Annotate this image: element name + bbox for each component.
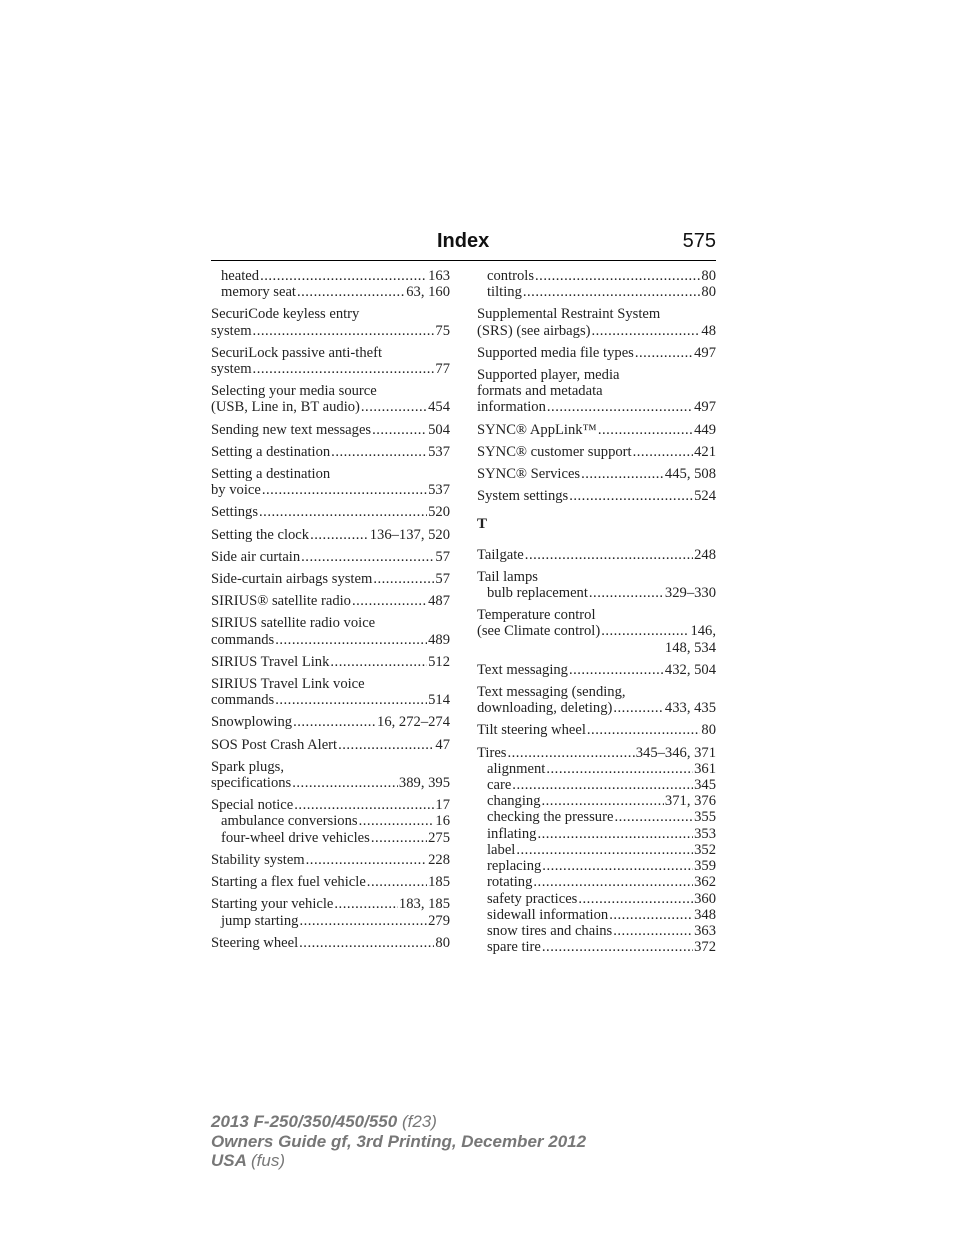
index-page-ref: 360 (694, 890, 716, 907)
index-entry-line (211, 306, 450, 322)
index-term: Temperature control (477, 607, 596, 624)
index-subentry-line (477, 284, 716, 300)
index-page-ref: 348 (694, 906, 716, 923)
index-page-ref: 537 (428, 443, 450, 460)
dot-leader (338, 737, 434, 753)
index-subentry-line (477, 585, 716, 601)
index-page-ref: 80 (701, 268, 716, 284)
index-page-ref: 77 (435, 361, 450, 378)
dot-leader (372, 422, 427, 438)
index-page-ref: 248 (694, 546, 716, 563)
index-term: Setting a destination (211, 466, 331, 483)
footer-model-line: 2013 F-250/350/450/550 (f23) (211, 1112, 437, 1131)
index-entry-line (477, 367, 716, 383)
page-footer (211, 1112, 586, 1171)
page-header (211, 230, 716, 261)
index-page-ref: 433, 435 (664, 700, 716, 717)
dot-leader (587, 722, 701, 738)
index-entry-line (211, 361, 450, 377)
index-term: Tail lamps (477, 568, 538, 585)
dot-leader (259, 504, 427, 520)
index-term: (see Climate control) (477, 623, 601, 640)
index-page-ref: 345–346, 371 (635, 744, 716, 761)
index-subentry-line (477, 826, 716, 842)
index-page-ref: 279 (428, 912, 450, 929)
index-subentry-line (477, 842, 716, 858)
index-term: SOS Post Crash Alert (211, 736, 338, 753)
dot-leader (535, 268, 700, 284)
index-entry (477, 684, 716, 716)
dot-leader (542, 858, 693, 874)
index-subentry-line (477, 858, 716, 874)
index-entry-line (477, 383, 716, 399)
index-subentry-line (211, 284, 450, 300)
index-entry-line (211, 527, 450, 543)
dot-leader (334, 896, 398, 912)
index-term: system (211, 322, 252, 339)
dot-leader (609, 907, 693, 923)
index-entry-line (211, 874, 450, 890)
footer-region-line: USA (fus) (211, 1151, 285, 1170)
index-entry-line (477, 547, 716, 563)
index-page-ref: 148, 534 (664, 639, 716, 656)
dot-leader (299, 935, 434, 951)
dot-leader (330, 654, 427, 670)
index-entry-line (211, 422, 450, 438)
index-page-ref: 524 (694, 488, 716, 505)
dot-leader (373, 571, 434, 587)
index-term: four-wheel drive vehicles (221, 829, 370, 846)
index-term: memory seat (221, 284, 296, 301)
index-entry (477, 488, 716, 504)
index-entry-line (477, 700, 716, 716)
index-entry (477, 444, 716, 460)
index-entry (211, 737, 450, 753)
index-term: Side air curtain (211, 548, 301, 565)
dot-leader (614, 809, 693, 825)
index-entry (211, 896, 450, 928)
index-entry-line (477, 569, 716, 585)
index-term: snow tires and chains (487, 922, 613, 939)
index-term: care (487, 777, 512, 794)
dot-leader (371, 830, 427, 846)
index-term: SYNC® AppLink™ (477, 421, 597, 438)
index-term: SIRIUS® satellite radio (211, 593, 351, 610)
index-page-ref: 504 (428, 421, 450, 438)
index-page-continuation (477, 640, 716, 656)
dot-leader (301, 549, 434, 565)
index-entry-line (211, 466, 450, 482)
index-term: SecuriLock passive anti-theft (211, 344, 383, 361)
page-title: Index (437, 230, 490, 252)
index-page-ref: 389, 395 (398, 775, 450, 792)
index-entry (477, 268, 716, 300)
index-entry-line (211, 775, 450, 791)
index-page-ref: 512 (428, 653, 450, 670)
index-entry (211, 466, 450, 498)
index-term: Selecting your media source (211, 383, 377, 400)
index-page-ref: 228 (428, 851, 450, 868)
index-page-ref: 514 (428, 692, 450, 709)
index-subentry-line (477, 874, 716, 890)
index-page-ref: 16, 272–274 (377, 714, 450, 731)
index-page-ref: 80 (701, 284, 716, 301)
index-entry-line (477, 488, 716, 504)
index-term: Stability system (211, 851, 305, 868)
index-term: Setting the clock (211, 526, 310, 543)
index-term: safety practices (487, 890, 578, 907)
index-letter-heading: T (477, 516, 488, 533)
index-term: jump starting (221, 912, 299, 929)
index-term: (USB, Line in, BT audio) (211, 399, 360, 416)
index-entry (211, 527, 450, 543)
index-page-ref: 352 (694, 841, 716, 858)
index-page-ref: 57 (435, 548, 450, 565)
index-entry (477, 422, 716, 438)
index-page-ref: 345 (694, 777, 716, 794)
dot-leader (598, 422, 693, 438)
dot-leader (591, 323, 700, 339)
index-entry (211, 852, 450, 868)
index-term: changing (487, 793, 541, 810)
index-term: Special notice (211, 797, 294, 814)
index-term: Settings (211, 504, 259, 521)
index-entry (211, 383, 450, 415)
index-entry (477, 745, 716, 956)
index-term: Text messaging (477, 661, 568, 678)
dot-leader (293, 714, 376, 730)
dot-leader (359, 813, 435, 829)
index-entry (211, 759, 450, 791)
dot-leader (262, 482, 427, 498)
index-page-ref: 75 (435, 322, 450, 339)
index-entry (211, 874, 450, 890)
index-term: bulb replacement (487, 585, 588, 602)
index-page-ref: 497 (694, 344, 716, 361)
dot-leader (537, 826, 693, 842)
dot-leader (547, 399, 693, 415)
dot-leader (361, 399, 427, 415)
index-entry (211, 306, 450, 338)
index-entry (211, 549, 450, 565)
index-term: SYNC® Services (477, 466, 581, 483)
index-term: heated (221, 268, 260, 284)
index-term: Tilt steering wheel (477, 722, 586, 739)
index-term: specifications (211, 775, 292, 792)
index-term: System settings (477, 488, 569, 505)
index-page-ref: 359 (694, 858, 716, 875)
index-page-ref: 449 (694, 421, 716, 438)
index-term: SIRIUS Travel Link (211, 653, 330, 670)
index-entry (211, 593, 450, 609)
index-entry-line (477, 444, 716, 460)
index-entry (211, 676, 450, 708)
index-entry-line (211, 935, 450, 951)
dot-leader (299, 913, 427, 929)
index-term: SIRIUS satellite radio voice (211, 615, 376, 632)
dot-leader (635, 345, 693, 361)
index-subentry-line (477, 907, 716, 923)
index-page-ref: 275 (428, 829, 450, 846)
index-subentry-line (477, 793, 716, 809)
index-entry (477, 345, 716, 361)
index-entry-line (211, 737, 450, 753)
index-entry (477, 722, 716, 738)
index-entry (477, 306, 716, 338)
index-subentry-line (477, 939, 716, 955)
dot-leader (367, 874, 427, 890)
index-entry (211, 345, 450, 377)
index-page-ref: 361 (694, 760, 716, 777)
index-entry (477, 662, 716, 678)
index-term: Tires (477, 744, 507, 761)
dot-leader (507, 745, 634, 761)
index-term: ambulance conversions (221, 813, 358, 830)
index-page-ref: 454 (428, 399, 450, 416)
index-page-ref: 136–137, 520 (369, 526, 450, 543)
index-term: Side-curtain airbags system (211, 571, 373, 588)
index-entry-line (477, 662, 716, 678)
index-entry-line (211, 615, 450, 631)
index-entry-line (477, 306, 716, 322)
index-page-ref: 353 (694, 825, 716, 842)
dot-leader (297, 284, 405, 300)
index-entry (211, 615, 450, 647)
index-entry (211, 504, 450, 520)
index-term: rotating (487, 874, 533, 891)
index-subentry-line (477, 891, 716, 907)
index-term: Starting your vehicle (211, 896, 334, 913)
index-entry-line (477, 745, 716, 761)
dot-leader (292, 775, 398, 791)
index-term: label (487, 841, 516, 858)
index-entry (211, 444, 450, 460)
index-entry (211, 422, 450, 438)
index-entry-line (211, 852, 450, 868)
dot-leader (523, 284, 701, 300)
index-entry-line (477, 623, 716, 639)
index-entry-line (211, 345, 450, 361)
index-page-ref: 355 (694, 809, 716, 826)
index-subentry-line (211, 813, 450, 829)
dot-leader (633, 444, 694, 460)
index-term: system (211, 361, 252, 378)
index-page-ref: 63, 160 (406, 284, 450, 301)
dot-leader (275, 692, 427, 708)
index-term: Text messaging (sending, (477, 684, 626, 701)
index-page-ref: 146, (690, 623, 716, 640)
dot-leader (581, 466, 664, 482)
dot-leader (533, 874, 693, 890)
index-page-ref: 432, 504 (664, 661, 716, 678)
index-entry (477, 466, 716, 482)
index-entry (211, 268, 450, 300)
dot-leader (516, 842, 693, 858)
index-term: SYNC® customer support (477, 443, 632, 460)
index-term: formats and metadata (477, 383, 603, 400)
index-page-ref: 489 (428, 631, 450, 648)
dot-leader (294, 797, 434, 813)
index-page-ref: 163 (428, 268, 450, 284)
index-term: Setting a destination (211, 443, 331, 460)
index-entry-line (211, 654, 450, 670)
index-term: Steering wheel (211, 934, 299, 951)
index-subentry-line (477, 923, 716, 939)
index-column-left (211, 268, 450, 957)
index-term: information (477, 399, 546, 416)
index-page-ref: 421 (694, 443, 716, 460)
footer-edition-line: Owners Guide gf, 3rd Printing, December 2012 (211, 1131, 587, 1151)
index-entry-line (211, 383, 450, 399)
index-entry-line (211, 504, 450, 520)
dot-leader (589, 585, 664, 601)
index-term: Starting a flex fuel vehicle (211, 874, 366, 891)
index-page-ref: 183, 185 (398, 896, 450, 913)
index-page-ref: 16 (435, 813, 450, 830)
dot-leader (352, 593, 427, 609)
index-entry (477, 547, 716, 563)
index-page-ref: 497 (694, 399, 716, 416)
dot-leader (569, 662, 664, 678)
index-entry-line (211, 632, 450, 648)
index-subentry-line (477, 809, 716, 825)
dot-leader (253, 361, 435, 377)
index-page-ref: 520 (428, 504, 450, 521)
index-entry-line (477, 466, 716, 482)
dot-leader (613, 700, 664, 716)
index-entry-line (211, 676, 450, 692)
index-page-ref: 80 (701, 722, 716, 739)
index-entry (211, 714, 450, 730)
index-page-ref: 57 (435, 571, 450, 588)
index-entry-line (477, 345, 716, 361)
index-term: inflating (487, 825, 537, 842)
dot-leader (569, 488, 693, 504)
dot-leader (525, 547, 693, 563)
index-page-ref: 185 (428, 874, 450, 891)
index-page-ref: 487 (428, 593, 450, 610)
index-entry-line (477, 399, 716, 415)
index-subentry-line (477, 777, 716, 793)
index-page-ref: 363 (694, 922, 716, 939)
dot-leader (512, 777, 693, 793)
index-term: spare tire (487, 939, 541, 956)
index-entry (477, 569, 716, 601)
index-page-ref: 362 (694, 874, 716, 891)
index-entry-line (211, 797, 450, 813)
index-entry-line (211, 896, 450, 912)
dot-leader (260, 268, 427, 284)
index-entry-line (477, 722, 716, 738)
index-entry-line (211, 444, 450, 460)
index-term: commands (211, 631, 275, 648)
index-term: by voice (211, 482, 261, 499)
index-entry-line (211, 549, 450, 565)
index-entry-line (477, 607, 716, 623)
index-entry (211, 571, 450, 587)
index-term: replacing (487, 858, 542, 875)
index-term: Snowplowing (211, 714, 293, 731)
index-entry (211, 797, 450, 846)
index-entry-line (211, 593, 450, 609)
index-entry-line (211, 323, 450, 339)
dot-leader (613, 923, 693, 939)
index-entry-line (211, 714, 450, 730)
dot-leader (542, 939, 693, 955)
index-term: Sending new text messages (211, 421, 372, 438)
dot-leader (578, 891, 693, 907)
index-page-ref: 329–330 (664, 585, 716, 602)
index-term: Spark plugs, (211, 758, 284, 775)
index-entry (211, 654, 450, 670)
index-term: downloading, deleting) (477, 700, 613, 717)
index-term: Supported player, media (477, 367, 620, 384)
index-term: (SRS) (see airbags) (477, 322, 591, 339)
index-entry (477, 607, 716, 656)
index-column-right (477, 268, 716, 961)
index-subentry-line (211, 830, 450, 846)
index-page-ref: 445, 508 (664, 466, 716, 483)
index-page-ref: 372 (694, 939, 716, 956)
index-term: commands (211, 692, 275, 709)
index-term: SecuriCode keyless entry (211, 306, 360, 323)
index-entry-line (211, 399, 450, 415)
page-number: 575 (682, 230, 716, 252)
dot-leader (546, 761, 693, 777)
index-term: Supported media file types (477, 344, 634, 361)
index-entry (211, 935, 450, 951)
index-entry-line (211, 759, 450, 775)
index-term: tilting (487, 284, 522, 301)
index-page-ref: 17 (435, 797, 450, 814)
index-subentry-line (477, 268, 716, 284)
index-subentry-line (211, 913, 450, 929)
dot-leader (331, 444, 427, 460)
index-entry-line (477, 684, 716, 700)
index-entry (477, 367, 716, 416)
dot-leader (310, 527, 369, 543)
dot-leader (253, 323, 435, 339)
index-term: SIRIUS Travel Link voice (211, 676, 365, 693)
index-entry-line (211, 571, 450, 587)
index-term: checking the pressure (487, 809, 614, 826)
index-entry-line (477, 422, 716, 438)
index-page-ref: 80 (435, 934, 450, 951)
index-subentry-line (477, 761, 716, 777)
index-page-ref: 48 (701, 322, 716, 339)
dot-leader (601, 623, 689, 639)
index-page-ref: 371, 376 (664, 793, 716, 810)
index-subentry-line (211, 268, 450, 284)
index-term: Supplemental Restraint System (477, 306, 661, 323)
dot-leader (275, 632, 427, 648)
index-page-ref: 47 (435, 736, 450, 753)
index-entry-line (477, 323, 716, 339)
dot-leader (306, 852, 427, 868)
index-term: controls (487, 268, 535, 284)
index-entry-line (211, 482, 450, 498)
index-page-ref: 537 (428, 482, 450, 499)
dot-leader (542, 793, 664, 809)
index-entry-line (211, 692, 450, 708)
index-term: Tailgate (477, 546, 524, 563)
index-term: alignment (487, 760, 546, 777)
index-term: sidewall information (487, 906, 609, 923)
